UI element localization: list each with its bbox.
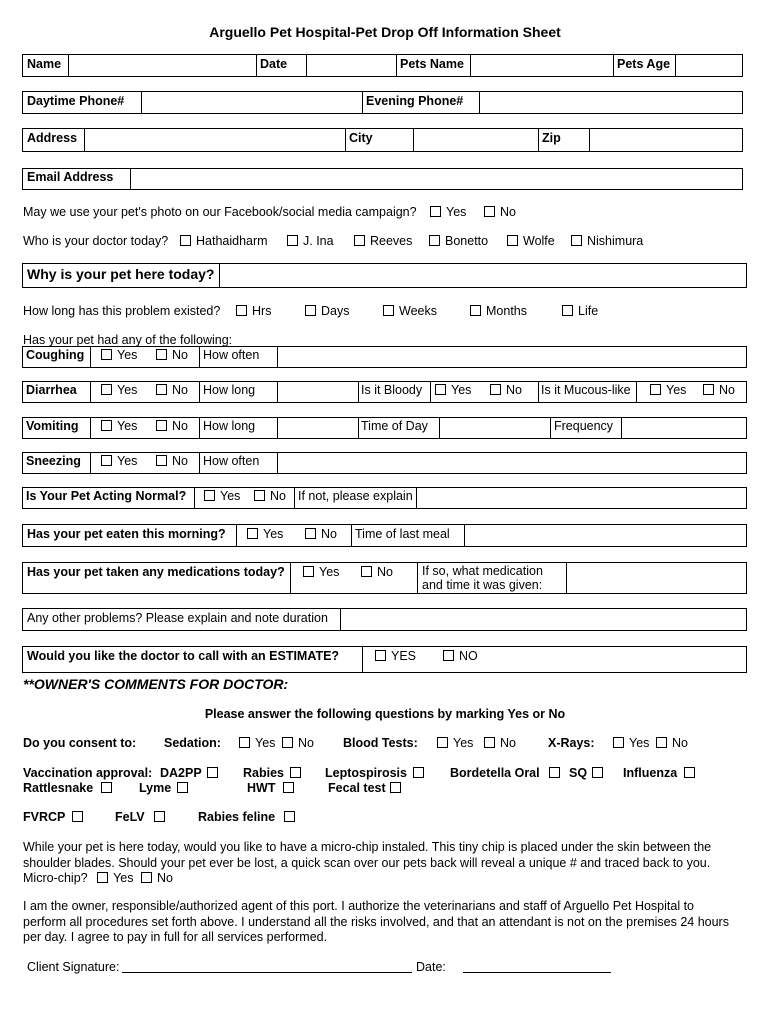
doctor-option[interactable] xyxy=(287,234,334,248)
row-eaten xyxy=(22,524,747,547)
checkbox[interactable] xyxy=(204,490,215,501)
option-label: Yes xyxy=(113,871,134,885)
mucous-label: Is it Mucous-like xyxy=(541,383,631,397)
checkbox[interactable] xyxy=(101,384,112,395)
row-vomiting xyxy=(22,417,747,439)
rattlesnake-checkbox[interactable] xyxy=(101,782,112,793)
doctor-question: Who is your doctor today? xyxy=(23,234,169,248)
doctor-option[interactable] xyxy=(354,234,412,248)
date-label: Date xyxy=(260,57,288,71)
coughing-label: Coughing xyxy=(26,348,85,362)
coughing-no[interactable] xyxy=(156,348,188,362)
frequency-label: Frequency xyxy=(554,419,614,433)
option-label: Days xyxy=(321,304,350,318)
sneezing-how-field[interactable] xyxy=(278,453,746,473)
row-phones xyxy=(22,91,743,114)
option-label: Months xyxy=(486,304,527,318)
meds-no[interactable] xyxy=(361,565,393,579)
photo-no-option[interactable] xyxy=(484,205,516,219)
meds-field[interactable] xyxy=(567,563,746,593)
checkbox[interactable] xyxy=(156,349,167,360)
sneezing-no[interactable] xyxy=(156,454,188,468)
frequency-field[interactable] xyxy=(622,418,746,438)
owner-comments-heading: **OWNER'S COMMENTS FOR DOCTOR: xyxy=(23,676,289,692)
estimate-no[interactable] xyxy=(443,649,478,663)
lepto-checkbox[interactable] xyxy=(413,767,424,778)
time-of-day-label: Time of Day xyxy=(361,419,428,433)
option-label: No xyxy=(172,419,188,433)
option-label: Nishimura xyxy=(587,234,644,248)
eaten-yes[interactable] xyxy=(247,527,283,541)
option-label: Bonetto xyxy=(445,234,489,248)
city-label: City xyxy=(349,131,373,145)
coughing-yes[interactable] xyxy=(101,348,137,362)
checkbox[interactable] xyxy=(507,235,518,246)
hwt-label: HWT xyxy=(247,781,276,795)
vomiting-yes[interactable] xyxy=(101,419,137,433)
checkbox[interactable] xyxy=(571,235,582,246)
diarrhea-no[interactable] xyxy=(156,383,188,397)
instructions: Please answer the following questions by marking Yes or No xyxy=(204,707,566,721)
option-label: Yes xyxy=(220,489,241,503)
checkbox[interactable] xyxy=(490,384,501,395)
meds-yes[interactable] xyxy=(303,565,339,579)
microchip-label: Micro-chip? xyxy=(23,871,88,885)
checkbox[interactable] xyxy=(101,349,112,360)
option-label: J. Ina xyxy=(303,234,334,248)
option-label: Hrs xyxy=(252,304,272,318)
checkbox[interactable] xyxy=(180,235,191,246)
lepto-label: Leptospirosis xyxy=(325,766,407,780)
option-label: Yes xyxy=(255,736,276,750)
hwt-checkbox[interactable] xyxy=(283,782,294,793)
option-label: No xyxy=(172,348,188,362)
option-label: No xyxy=(172,383,188,397)
checkbox[interactable] xyxy=(484,206,495,217)
pets-age-label: Pets Age xyxy=(617,57,671,71)
option-label: Yes xyxy=(263,527,284,541)
checkbox[interactable] xyxy=(562,305,573,316)
history-intro: Has your pet had any of the following: xyxy=(23,333,233,347)
duration-question: How long has this problem existed? xyxy=(23,304,221,318)
explain-field[interactable] xyxy=(417,488,746,508)
sneezing-label: Sneezing xyxy=(26,454,81,468)
microchip-choice xyxy=(23,871,748,887)
blood-yes[interactable] xyxy=(437,736,473,750)
xrays-no[interactable] xyxy=(656,736,688,750)
checkbox[interactable] xyxy=(247,528,258,539)
row-diarrhea xyxy=(22,381,747,403)
duration-option[interactable] xyxy=(470,304,527,318)
felv-label: FeLV xyxy=(115,810,145,824)
page-title: Arguello Pet Hospital-Pet Drop Off Information Sheet xyxy=(209,24,561,40)
checkbox[interactable] xyxy=(429,235,440,246)
auth-line3: per day. I agree to pay in full for all services performed. xyxy=(23,930,328,944)
checkbox[interactable] xyxy=(156,384,167,395)
auth-line1: I am the owner, responsible/authorized agent of this port. I authorize the veterinarians and staff of Arguello Pet Hospital to xyxy=(23,899,695,913)
diarrhea-how-field[interactable] xyxy=(278,382,358,402)
checkbox[interactable] xyxy=(156,455,167,466)
checkbox[interactable] xyxy=(383,305,394,316)
fecal-checkbox[interactable] xyxy=(390,782,401,793)
checkbox[interactable] xyxy=(361,566,372,577)
option-label: No xyxy=(672,736,688,750)
last-meal-label: Time of last meal xyxy=(355,527,450,541)
da2pp-label: DA2PP xyxy=(160,766,202,780)
vomiting-how-label: How long xyxy=(203,419,256,433)
option-label: Yes xyxy=(666,383,687,397)
lyme-label: Lyme xyxy=(139,781,172,795)
diarrhea-yes[interactable] xyxy=(101,383,137,397)
row-coughing xyxy=(22,346,747,368)
city-field[interactable] xyxy=(414,129,538,151)
rabies-feline-label: Rabies feline xyxy=(198,810,276,824)
option-label: No xyxy=(377,565,393,579)
option-label: Reeves xyxy=(370,234,413,248)
bordetella-checkbox[interactable] xyxy=(549,767,560,778)
sq-checkbox[interactable] xyxy=(592,767,603,778)
checkbox[interactable] xyxy=(236,305,247,316)
xrays-yes[interactable] xyxy=(613,736,649,750)
sedation-no[interactable] xyxy=(282,736,314,750)
pets-name-label: Pets Name xyxy=(400,57,464,71)
checkbox[interactable] xyxy=(354,235,365,246)
checkbox[interactable] xyxy=(430,206,441,217)
microchip-no[interactable] xyxy=(141,871,173,885)
duration-option[interactable] xyxy=(305,304,349,318)
checkbox[interactable] xyxy=(435,384,446,395)
date-field[interactable] xyxy=(307,55,396,76)
fvrcp-label: FVRCP xyxy=(23,810,66,824)
checkbox[interactable] xyxy=(703,384,714,395)
sneezing-yes[interactable] xyxy=(101,454,137,468)
sedation-label: Sedation: xyxy=(164,736,221,750)
address-field[interactable] xyxy=(85,129,345,151)
eaten-no[interactable] xyxy=(305,527,337,541)
rabies-checkbox[interactable] xyxy=(290,767,301,778)
blood-no[interactable] xyxy=(484,736,516,750)
option-label: No xyxy=(270,489,286,503)
option-label: No xyxy=(321,527,337,541)
influenza-label: Influenza xyxy=(623,766,678,780)
signature-date-label: Date: xyxy=(416,960,446,974)
acting-label: Is Your Pet Acting Normal? xyxy=(26,489,187,503)
daytime-phone-label: Daytime Phone# xyxy=(27,94,125,108)
doctor-option[interactable] xyxy=(507,234,555,248)
rabies-label: Rabies xyxy=(243,766,284,780)
row-address xyxy=(22,128,743,152)
duration-option[interactable] xyxy=(383,304,437,318)
daytime-phone-field[interactable] xyxy=(142,92,362,113)
row-sneezing xyxy=(22,452,747,474)
estimate-yes[interactable] xyxy=(375,649,416,663)
duration-option[interactable] xyxy=(236,304,271,318)
option-label: Yes xyxy=(453,736,474,750)
option-label: Wolfe xyxy=(523,234,555,248)
coughing-how-field[interactable] xyxy=(278,347,746,367)
email-field[interactable] xyxy=(131,169,742,189)
xrays-label: X-Rays: xyxy=(548,736,595,750)
other-field[interactable] xyxy=(341,609,746,630)
vomiting-how-field[interactable] xyxy=(278,418,358,438)
felv-checkbox[interactable] xyxy=(154,811,165,822)
time-of-day-field[interactable] xyxy=(440,418,550,438)
acting-no[interactable] xyxy=(254,489,286,503)
row-other-problems xyxy=(22,608,747,631)
estimate-label: Would you like the doctor to call with an ESTIMATE? xyxy=(27,649,340,663)
vaccination-label: Vaccination approval: xyxy=(23,766,153,780)
meds-what-line1: If so, what medication xyxy=(422,564,543,578)
rattlesnake-label: Rattlesnake xyxy=(23,781,94,795)
fecal-label: Fecal test xyxy=(328,781,386,795)
pets-age-field[interactable] xyxy=(676,55,742,76)
consent-label: Do you consent to: xyxy=(23,736,137,750)
option-label: No xyxy=(156,871,173,885)
last-meal-field[interactable] xyxy=(465,525,746,546)
option-label: Weeks xyxy=(399,304,437,318)
checkbox[interactable] xyxy=(470,305,481,316)
microchip-line2: shoulder blades. Should your pet ever be lost, a quick scan over our pets back will reveal a unique # and traced back to you. xyxy=(23,855,711,870)
sneezing-how-label: How often xyxy=(203,454,260,468)
diarrhea-label: Diarrhea xyxy=(26,383,77,397)
why-label: Why is your pet here today? xyxy=(27,266,215,282)
checkbox[interactable] xyxy=(101,455,112,466)
checkbox[interactable] xyxy=(303,566,314,577)
signature-label: Client Signature: xyxy=(27,960,120,974)
option-label: Yes xyxy=(446,205,467,219)
checkbox[interactable] xyxy=(437,737,448,748)
checkbox[interactable] xyxy=(156,420,167,431)
option-label: Life xyxy=(578,304,599,318)
doctor-option[interactable] xyxy=(429,234,488,248)
checkbox[interactable] xyxy=(287,235,298,246)
option-label: Yes xyxy=(117,454,138,468)
option-label: Yes xyxy=(319,565,340,579)
evening-phone-field[interactable] xyxy=(480,92,742,113)
pets-name-field[interactable] xyxy=(471,55,613,76)
checkbox[interactable] xyxy=(97,872,108,883)
zip-field[interactable] xyxy=(590,129,742,151)
checkbox[interactable] xyxy=(484,737,495,748)
microchip-paragraph xyxy=(23,840,748,887)
option-label: Yes xyxy=(629,736,650,750)
option-label: No xyxy=(298,736,314,750)
option-label: Yes xyxy=(451,383,472,397)
checkbox[interactable] xyxy=(443,650,454,661)
photo-yes-option[interactable] xyxy=(430,205,466,219)
meds-label: Has your pet taken any medications today? xyxy=(27,565,285,579)
doctor-option[interactable] xyxy=(180,234,268,248)
vomiting-label: Vomiting xyxy=(26,419,79,433)
checkbox[interactable] xyxy=(239,737,250,748)
photo-question: May we use your pet's photo on our Facebook/social media campaign? xyxy=(23,205,417,219)
checkbox[interactable] xyxy=(613,737,624,748)
option-label: YES xyxy=(391,649,417,663)
blood-tests-label: Blood Tests: xyxy=(343,736,418,750)
evening-phone-label: Evening Phone# xyxy=(366,94,464,108)
eaten-label: Has your pet eaten this morning? xyxy=(27,527,226,541)
microchip-line1: While your pet is here today, would you like to have a micro-chip instaled. This tiny chip is placed under the skin between the xyxy=(23,840,712,854)
checkbox[interactable] xyxy=(101,420,112,431)
checkbox[interactable] xyxy=(141,872,152,883)
row-why xyxy=(22,263,747,288)
da2pp-checkbox[interactable] xyxy=(207,767,218,778)
rabies-feline-checkbox[interactable] xyxy=(284,811,295,822)
meds-what-line2: and time it was given: xyxy=(422,578,543,592)
mucous-no[interactable] xyxy=(703,383,735,397)
zip-label: Zip xyxy=(542,131,561,145)
bloody-yes[interactable] xyxy=(435,383,471,397)
option-label: Yes xyxy=(117,419,138,433)
checkbox[interactable] xyxy=(305,528,316,539)
checkbox[interactable] xyxy=(650,384,661,395)
checkbox[interactable] xyxy=(282,737,293,748)
bloody-label: Is it Bloody xyxy=(361,383,423,397)
checkbox[interactable] xyxy=(375,650,386,661)
auth-line2: perform all procedures set forth above. I understand all the risks involved, and that an attendant is not on the premises 24 hours xyxy=(23,914,729,929)
sq-label: SQ xyxy=(569,766,588,780)
other-label: Any other problems? Please explain and note duration xyxy=(27,611,328,625)
acting-yes[interactable] xyxy=(204,489,240,503)
signature-line[interactable] xyxy=(122,958,412,973)
name-field[interactable] xyxy=(69,55,256,76)
duration-option[interactable] xyxy=(562,304,598,318)
vomiting-no[interactable] xyxy=(156,419,188,433)
fvrcp-checkbox[interactable] xyxy=(72,811,83,822)
option-label: No xyxy=(500,205,516,219)
row-email xyxy=(22,168,743,190)
signature-date-line[interactable] xyxy=(463,958,611,973)
lyme-checkbox[interactable] xyxy=(177,782,188,793)
influenza-checkbox[interactable] xyxy=(684,767,695,778)
bloody-no[interactable] xyxy=(490,383,522,397)
row-estimate xyxy=(22,646,747,673)
checkbox[interactable] xyxy=(656,737,667,748)
why-field[interactable] xyxy=(220,264,746,287)
authorization-paragraph xyxy=(23,899,748,946)
diarrhea-how-label: How long xyxy=(203,383,256,397)
option-label: NO xyxy=(459,649,478,663)
row-acting-normal xyxy=(22,487,747,509)
option-label: Yes xyxy=(117,383,138,397)
checkbox[interactable] xyxy=(254,490,265,501)
option-label: Hathaidharm xyxy=(196,234,268,248)
checkbox[interactable] xyxy=(305,305,316,316)
coughing-how-label: How often xyxy=(203,348,260,362)
option-label: Yes xyxy=(117,348,138,362)
option-label: No xyxy=(172,454,188,468)
option-label: No xyxy=(500,736,516,750)
option-label: No xyxy=(506,383,522,397)
microchip-yes[interactable] xyxy=(97,871,133,885)
doctor-option[interactable] xyxy=(571,234,643,248)
sedation-yes[interactable] xyxy=(239,736,275,750)
address-label: Address xyxy=(27,131,78,145)
row-medications xyxy=(22,562,747,594)
option-label: No xyxy=(719,383,735,397)
row-name-date xyxy=(22,54,743,77)
name-label: Name xyxy=(27,57,62,71)
email-label: Email Address xyxy=(27,170,114,184)
explain-label: If not, please explain xyxy=(298,489,413,503)
mucous-yes[interactable] xyxy=(650,383,686,397)
bordetella-label: Bordetella Oral xyxy=(450,766,540,780)
